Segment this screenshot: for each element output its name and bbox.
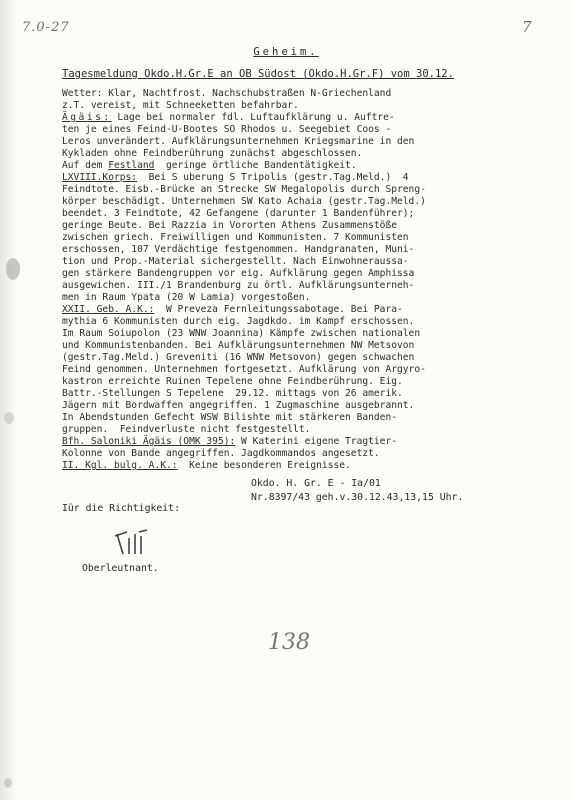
- punch-hole-mark-lower: [4, 412, 14, 424]
- aegaeis-line-2: ten je eines Feind-U-Bootes SO Rhodos u. Seegebiet Coos -: [62, 124, 392, 135]
- festland-label: Festland: [108, 160, 155, 171]
- document-subtitle: Tagesmeldung Okdo.H.Gr.E an OB Südost (Okdo.H.Gr.F) vom 30.12.: [62, 68, 454, 80]
- certification-line: Iür die Richtigkeit:: [62, 503, 180, 514]
- korps22-line-8: Battr.-Stellungen S Tepelene 29.12. mittags von 26 amerik.: [62, 388, 403, 399]
- document-number: Nr.8397/43 geh.v.30.12.43,13,15 Uhr.: [251, 492, 464, 503]
- bulg-text: Keine besonderen Ereignisse.: [177, 460, 351, 471]
- punch-hole-mark: [6, 258, 20, 280]
- weather-line-2: z.T. vereist, mit Schneeketten befahrbar.: [62, 100, 299, 111]
- korps22-line-10: In Abendstunden Gefecht WSW Bilishte mit stärkeren Banden-: [62, 412, 398, 423]
- aegaeis-line-4: Kykladen ohne Feindberührung zunächst abgeschlossen.: [62, 148, 363, 159]
- korps22-line-5: (gestr.Tag.Meld.) Greveniti (16 WNW Metsovon) gegen schwachen: [62, 352, 415, 363]
- festland-line: [62, 160, 357, 172]
- stain-mark: [4, 778, 12, 788]
- aegaeis-line-3: Leros unverändert. Aufklärungsunternehmen Kriegsmarine in den: [62, 136, 415, 147]
- aegaeis-line-1: [62, 112, 395, 124]
- festland-text: geringe örtliche Bandentätigkeit.: [154, 160, 357, 171]
- bulg-label: II. Kgl. bulg. A.K.:: [62, 460, 178, 471]
- korps68-line-3: körper beschädigt. Unternehmen SW Kato Achaia (gestr.Tag.Meld.): [62, 196, 426, 207]
- korps22-line-11: gruppen. Feindverluste nicht festgestellt.: [62, 424, 311, 435]
- saloniki-line-1: [62, 436, 397, 448]
- scan-edge-shadow: [0, 0, 16, 800]
- korps68-line-1: [62, 172, 409, 184]
- bulg-line: [62, 460, 351, 472]
- korps68-label: LXVIII.Korps:: [62, 172, 138, 183]
- office-reference: Okdo. H. Gr. E - Ia/01: [251, 478, 381, 489]
- korps22-line-9: Jägern mit Bordwaffen angegriffen. 1 Zugmaschine ausgebrannt.: [62, 400, 415, 411]
- archive-mark-right: 7: [522, 18, 532, 36]
- korps68-line-6: zwischen griech. Freiwilligen und Kommunisten. 7 Kommunisten: [62, 232, 409, 243]
- korps68-line-9: gen stärkere Bandengruppen vor eig. Aufklärung gegen Amphissa: [62, 268, 415, 279]
- korps68-line-11: men in Raum Ypata (20 W Lamia) vorgestoßen.: [62, 292, 311, 303]
- weather-line-1: Wetter: Klar, Nachtfrost. Nachschubstraßen N-Griechenland: [62, 88, 392, 99]
- korps68-line-5: geringe Beute. Bei Razzia in Vororten Athens Zusammenstöße: [62, 220, 398, 231]
- saloniki-label: Bfh. Saloniki Ägäis (OMK 395):: [62, 436, 236, 447]
- rank-label: Oberleutnant.: [82, 563, 159, 574]
- korps68-line-2: Feindtote. Eisb.-Brücke an Strecke SW Megalopolis durch Spreng-: [62, 184, 426, 195]
- korps68-line-10: ausgewichen. III./1 Brandenburg zu örtl. Aufklärungsunterneh-: [62, 280, 415, 291]
- page-number: 138: [268, 630, 310, 655]
- korps68-line-7: erschossen, 107 Verdächtige festgenommen. Handgranaten, Muni-: [62, 244, 415, 255]
- aegaeis-text: Lage bei normaler fdl. Luftaufklärung u. Auftre-: [111, 112, 395, 123]
- korps22-line-1: [62, 304, 403, 316]
- korps22-line-2: mythia 6 Kommunisten durch eig. Jagdkdo. im Kampf erschossen.: [62, 316, 415, 327]
- korps68-line-8: tion und Prop.-Material sichergestellt. Nach Einwohneraussa-: [62, 256, 409, 267]
- korps68-line-4: beendet. 3 Feindtote, 42 Gefangene (darunter 1 Bandenführer);: [62, 208, 415, 219]
- korps22-line-3: Im Raum Soiupolon (23 WNW Joannina) Kämpfe zwischen nationalen: [62, 328, 421, 339]
- handwritten-signature: [113, 528, 153, 558]
- saloniki-line-2: Kolonne von Bande angegriffen. Jagdkommandos angesetzt.: [62, 448, 380, 459]
- saloniki-text: W Katerini eigene Tragtier-: [235, 436, 398, 447]
- archive-mark-left: 7.0-27: [22, 20, 70, 35]
- korps68-text: Bei S uberung S Tripolis (gestr.Tag.Meld.) 4: [137, 172, 409, 183]
- korps22-line-4: und Kommunistenbanden. Bei Aufklärungsunternehmen NW Metsovon: [62, 340, 415, 351]
- document-title: Geheim.: [253, 46, 319, 58]
- aegaeis-label: Ägäis:: [62, 112, 112, 123]
- korps22-line-7: kastron erreichte Ruinen Tepelene ohne Feindberührung. Eig.: [62, 376, 403, 387]
- korps22-line-6: Feind genommen. Unternehmen fortgesetzt. Aufklärung von Argyro-: [62, 364, 426, 375]
- festland-prefix: Auf dem: [62, 160, 109, 171]
- korps22-label: XXII. Geb. A.K.:: [62, 304, 155, 315]
- korps22-text: W Preveza Fernleitungssabotage. Bei Para-: [154, 304, 403, 315]
